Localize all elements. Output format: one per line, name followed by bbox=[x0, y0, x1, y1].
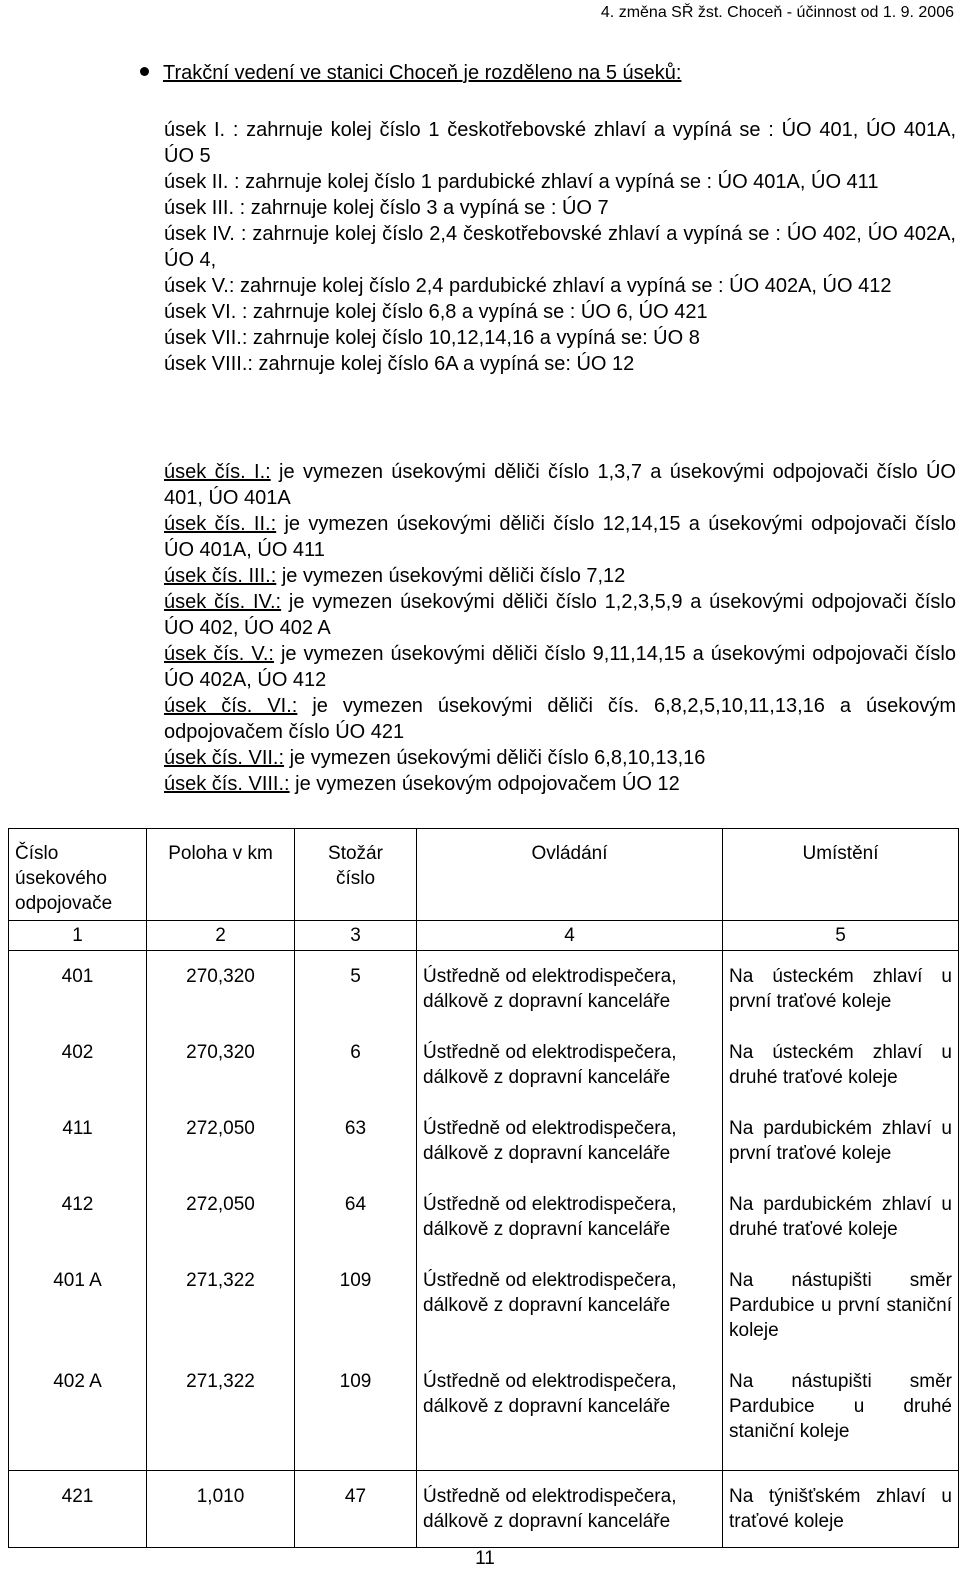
separator-label: úsek čís. II.: bbox=[164, 513, 277, 535]
cell-km: 270,320 bbox=[147, 951, 295, 1028]
section-item: úsek VI. : zahrnuje kolej číslo 6,8 a vypíná se : ÚO 6, ÚO 421 bbox=[164, 301, 708, 323]
cell-location: Na ústeckém zhlaví u druhé traťové koleje bbox=[723, 1027, 959, 1103]
cell-id: 412 bbox=[9, 1179, 147, 1255]
number-cell: 1 bbox=[9, 921, 147, 951]
section-item: úsek II. : zahrnuje kolej číslo 1 pardubické zhlaví a vypíná se : ÚO 401A, ÚO 411 bbox=[164, 171, 879, 193]
cell-km: 271,322 bbox=[147, 1356, 295, 1471]
section-item: úsek IV. : zahrnuje kolej číslo 2,4 českotřebovské zhlaví a vypíná se : ÚO 402, ÚO 402A, ÚO 4, bbox=[164, 223, 956, 271]
cell-control: Ústředně od elektrodispečera, dálkově z dopravní kanceláře bbox=[417, 951, 723, 1028]
table-row bbox=[9, 1255, 959, 1356]
separator-text: je vymezen úsekovými děliči číslo 1,2,3,5,9 a úsekovými odpojovači číslo ÚO 402, ÚO 402 A bbox=[164, 591, 956, 639]
table-row bbox=[9, 1471, 959, 1548]
separator-item bbox=[164, 641, 956, 693]
disconnector-table bbox=[8, 828, 959, 1548]
cell-mast: 64 bbox=[295, 1179, 417, 1255]
section-item: úsek V.: zahrnuje kolej číslo 2,4 pardubické zhlaví a vypíná se : ÚO 402A, ÚO 412 bbox=[164, 275, 892, 297]
header-cell-control: Ovládání bbox=[417, 829, 723, 921]
bullet-heading bbox=[140, 62, 681, 85]
cell-mast: 5 bbox=[295, 951, 417, 1028]
cell-control: Ústředně od elektrodispečera, dálkově z dopravní kanceláře bbox=[417, 1103, 723, 1179]
number-cell: 2 bbox=[147, 921, 295, 951]
cell-location: Na nástupišti směr Pardubice u druhé staniční koleje bbox=[723, 1356, 959, 1471]
cell-km: 270,320 bbox=[147, 1027, 295, 1103]
number-cell: 3 bbox=[295, 921, 417, 951]
cell-km: 272,050 bbox=[147, 1179, 295, 1255]
separator-text: je vymezen úsekovými děliči číslo 12,14,15 a úsekovými odpojovači číslo ÚO 401A, ÚO 411 bbox=[164, 513, 957, 561]
section-item: úsek VII.: zahrnuje kolej číslo 10,12,14,16 a vypíná se: ÚO 8 bbox=[164, 327, 700, 349]
separator-item bbox=[164, 511, 956, 563]
section-item: úsek III. : zahrnuje kolej číslo 3 a vypíná se : ÚO 7 bbox=[164, 197, 609, 219]
cell-control: Ústředně od elektrodispečera, dálkově z dopravní kanceláře bbox=[417, 1179, 723, 1255]
separator-text: je vymezen úsekovými děliči číslo 7,12 bbox=[276, 565, 626, 587]
separator-text: je vymezen úsekovými děliči čís. 6,8,2,5,10,11,13,16 a úsekovým odpojovačem číslo ÚO 421 bbox=[164, 695, 956, 743]
separator-text: je vymezen úsekovými děliči číslo 1,3,7 a úsekovými odpojovači číslo ÚO 401, ÚO 401A bbox=[164, 461, 956, 509]
header-cell-km: Poloha v km bbox=[147, 829, 295, 921]
table-number-row bbox=[9, 921, 959, 951]
cell-id: 411 bbox=[9, 1103, 147, 1179]
cell-id: 402 bbox=[9, 1027, 147, 1103]
cell-control: Ústředně od elektrodispečera, dálkově z dopravní kanceláře bbox=[417, 1356, 723, 1471]
cell-id: 421 bbox=[9, 1471, 147, 1548]
separator-item bbox=[164, 693, 956, 745]
cell-location: Na nástupišti směr Pardubice u první staniční koleje bbox=[723, 1255, 959, 1356]
table-row bbox=[9, 1356, 959, 1471]
separator-label: úsek čís. V.: bbox=[164, 643, 274, 665]
separator-label: úsek čís. VIII.: bbox=[164, 773, 290, 795]
header-cell-mast: Stožár číslo bbox=[295, 829, 417, 921]
separator-label: úsek čís. VII.: bbox=[164, 747, 285, 769]
cell-location: Na pardubickém zhlaví u druhé traťové koleje bbox=[723, 1179, 959, 1255]
cell-control: Ústředně od elektrodispečera, dálkově z dopravní kanceláře bbox=[417, 1027, 723, 1103]
separator-item bbox=[164, 563, 956, 589]
cell-km: 272,050 bbox=[147, 1103, 295, 1179]
table-row bbox=[9, 1103, 959, 1179]
separator-item bbox=[164, 745, 956, 771]
sections-list bbox=[164, 117, 956, 377]
cell-id: 401 bbox=[9, 951, 147, 1028]
cell-id: 401 A bbox=[9, 1255, 147, 1356]
number-cell: 4 bbox=[417, 921, 723, 951]
cell-mast: 47 bbox=[295, 1471, 417, 1548]
separator-text: je vymezen úsekovými děliči číslo 9,11,14,15 a úsekovými odpojovači číslo ÚO 402A, ÚO 412 bbox=[164, 643, 956, 691]
cell-mast: 109 bbox=[295, 1255, 417, 1356]
separators-list bbox=[164, 459, 956, 797]
cell-location: Na týnišťském zhlaví u traťové koleje bbox=[723, 1471, 959, 1548]
separator-label: úsek čís. IV.: bbox=[164, 591, 282, 613]
separator-item bbox=[164, 459, 956, 511]
separator-label: úsek čís. VI.: bbox=[164, 695, 298, 717]
separator-item bbox=[164, 589, 956, 641]
separator-text: je vymezen úsekovým odpojovačem ÚO 12 bbox=[289, 773, 680, 795]
table-row bbox=[9, 1027, 959, 1103]
cell-km: 271,322 bbox=[147, 1255, 295, 1356]
number-cell: 5 bbox=[723, 921, 959, 951]
separator-label: úsek čís. III.: bbox=[164, 565, 277, 587]
cell-control: Ústředně od elektrodispečera, dálkově z dopravní kanceláře bbox=[417, 1471, 723, 1548]
cell-location: Na pardubickém zhlaví u první traťové koleje bbox=[723, 1103, 959, 1179]
table-header-row bbox=[9, 829, 959, 921]
header-cell-location: Umístění bbox=[723, 829, 959, 921]
cell-location: Na ústeckém zhlaví u první traťové koleje bbox=[723, 951, 959, 1028]
cell-mast: 6 bbox=[295, 1027, 417, 1103]
cell-mast: 109 bbox=[295, 1356, 417, 1471]
table-row bbox=[9, 951, 959, 1028]
cell-control: Ústředně od elektrodispečera, dálkově z dopravní kanceláře bbox=[417, 1255, 723, 1356]
page-header: 4. změna SŘ žst. Choceň - účinnost od 1. 9. 2006 bbox=[600, 4, 954, 21]
section-item: úsek VIII.: zahrnuje kolej číslo 6A a vypíná se: ÚO 12 bbox=[164, 353, 635, 375]
cell-mast: 63 bbox=[295, 1103, 417, 1179]
header-cell-id: Číslo úsekového odpojovače bbox=[9, 829, 147, 921]
page-number: 11 bbox=[475, 1548, 495, 1569]
cell-km: 1,010 bbox=[147, 1471, 295, 1548]
separator-item bbox=[164, 771, 956, 797]
separator-text: je vymezen úsekovými děliči číslo 6,8,10,13,16 bbox=[284, 747, 706, 769]
cell-id: 402 A bbox=[9, 1356, 147, 1471]
bullet-icon bbox=[140, 67, 149, 76]
bullet-heading-text: Trakční vedení ve stanici Choceň je rozděleno na 5 úseků: bbox=[163, 62, 682, 84]
table-row bbox=[9, 1179, 959, 1255]
section-item: úsek I. : zahrnuje kolej číslo 1 českotřebovské zhlaví a vypíná se : ÚO 401, ÚO 401A, ÚO 5 bbox=[164, 119, 956, 167]
separator-label: úsek čís. I.: bbox=[164, 461, 271, 483]
